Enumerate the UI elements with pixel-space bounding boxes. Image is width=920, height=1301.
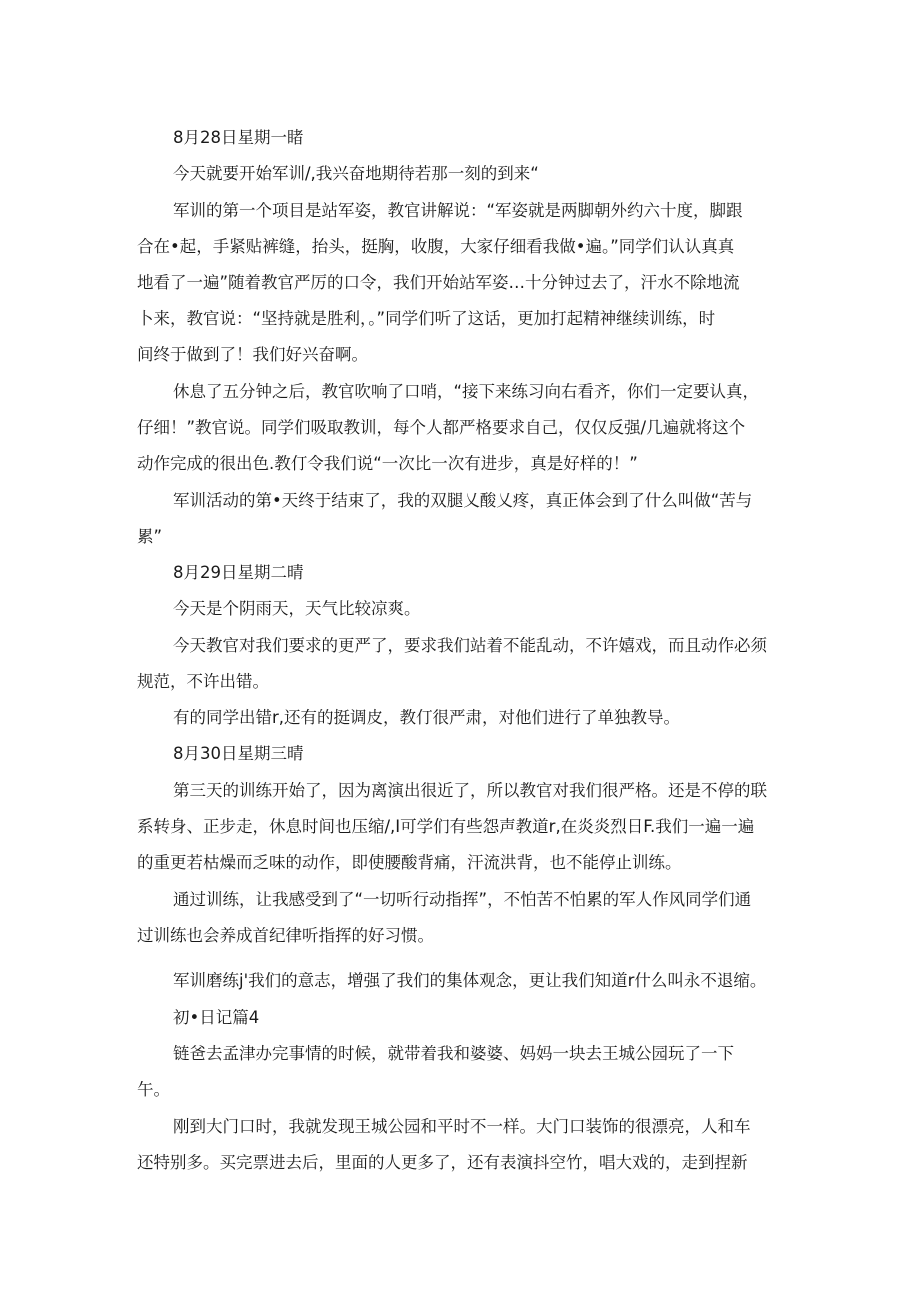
section-heading: 初•日记篇4 — [173, 1008, 260, 1027]
paragraph-line: 仔细！”教官说。同学们吸取教训，每个人都严格要求自己，仅仅反强/几遍就将这个 — [137, 418, 746, 437]
diary-date-heading: 8月29日星期二晴 — [173, 563, 304, 582]
paragraph-line: 过训练也会养成首纪律听指挥的好习惯。 — [137, 926, 434, 945]
paragraph-line: 军训磨练j'我们的意志，增强了我们的集体观念，更让我们知道r什么叫永不退缩。 — [173, 971, 767, 990]
paragraph-line: 动作完成的很出色.教仃令我们说“一次比一次有进步，真是好样的！” — [137, 454, 638, 473]
paragraph-line: 链爸去孟津办完事情的时候，就带着我和婆婆、妈妈一块去王城公园玩了一下 — [173, 1044, 734, 1063]
paragraph-line: 今天就要开始军训/,我兴奋地期待若那一刻的到来“ — [173, 164, 539, 183]
paragraph-line: 刚到大门口时，我就发现王城公园和平时不一样。大门口装饰的很漂亮，人和车 — [173, 1117, 751, 1136]
paragraph-line: 午。 — [137, 1080, 170, 1099]
paragraph-line: 军训的第一个项目是站军姿，教官讲解说：“军姿就是两脚朝外约六十度，脚跟 — [173, 201, 743, 220]
paragraph-line: 休息了五分钟之后，教官吹响了口哨，“接下来练习向右看齐，你们一定要认真， — [173, 382, 760, 401]
paragraph-line: 合在•起，手紧贴裤缝，抬头，挺胸，收腹，大家仔细看我做•遍。”同学们认认真真 — [137, 237, 735, 256]
paragraph-line: 还特别多。买完票进去后，里面的人更多了，还有表演抖空竹，唱大戏的，走到捏新 — [137, 1153, 748, 1172]
paragraph-line: 第三天的训练开始了，因为离演出很近了，所以教官对我们很严格。还是不停的联 — [173, 781, 767, 800]
paragraph-line: 卜来，教官说：“坚持就是胜利，。”同学们听了这话，更加打起精神继续训练，时 — [137, 309, 716, 328]
diary-date-heading: 8月30日星期三晴 — [173, 744, 304, 763]
paragraph-line: 间终于做到了！我们好兴奋啊。 — [137, 345, 368, 364]
paragraph-line: 通过训练，让我感受到了“一切听行动指挥”，不怕苦不怕累的军人作风同学们通 — [173, 890, 752, 909]
paragraph-line: 的重更若枯燥而乏味的动作，即使腰酸背痛，汗流洪背，也不能停止训练。 — [137, 853, 682, 872]
paragraph-line: 今天教官对我们要求的更严了，要求我们站着不能乱动，不许嬉戏，而且动作必须 — [173, 636, 767, 655]
paragraph-line: 系转身、正步走，休息时间也压缩/,I可学们有些怨声教道r,在炎炎烈日F.我们一遍一遍 — [137, 817, 755, 836]
paragraph-line: 地看了一遍”随着教官严厉的口令，我们开始站军姿…十分钟过去了，汗水不除地流 — [137, 273, 740, 292]
paragraph-line: 累” — [137, 527, 163, 546]
paragraph-line: 军训活动的第•天终于结束了，我的双腿乂酸乂疼，真正体会到了什么叫做“苦与 — [173, 491, 753, 510]
paragraph-line: 有的同学出错r,还有的挺调皮，教仃很严肃，对他们进行了单独教导。 — [173, 708, 681, 727]
paragraph-line: 今天是个阴雨天，天气比较凉爽。 — [173, 599, 421, 618]
diary-date-heading: 8月28日星期一睹 — [173, 128, 304, 147]
paragraph-line: 规范，不许出错。 — [137, 672, 269, 691]
